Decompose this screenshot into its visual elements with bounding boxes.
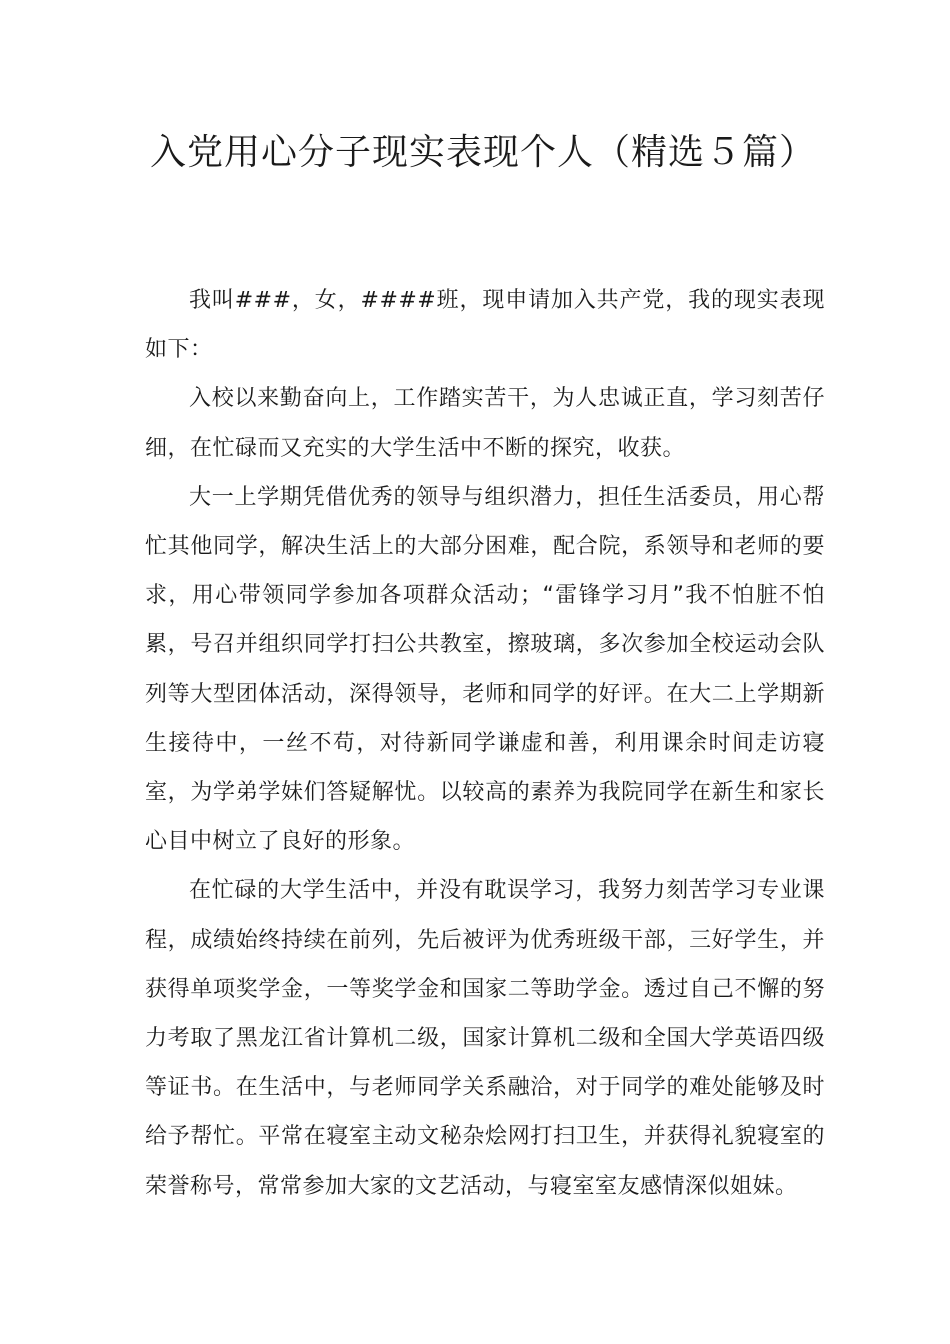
paragraph-study-attitude: 入校以来勤奋向上，工作踏实苦干，为人忠诚正直，学习刻苦仔细，在忙碌而又充实的大学生活中不断的探究，收获。 [145,386,825,461]
document-body [145,276,825,1211]
paragraph-leadership: 大一上学期凭借优秀的领导与组织潜力，担任生活委员，用心帮忙其他同学，解决生活上的大部分困难，配合院，系领导和老师的要求，用心带领同学参加各项群众活动；“雷锋学习月”我不怕脏不怕累，号召并组织同学打扫公共教室，擦玻璃，多次参加全校运动会队列等大型团体活动，深得领导，老师和同学的好评。在大二上学期新生接待中，一丝不苟，对待新同学谦虚和善，利用课余时间走访寝室，为学弟学妹们答疑解忧。以较高的素养为我院同学在新生和家长心目中树立了良好的形象。 [145,484,825,855]
document-title: 入党用心分子现实表现个人（精选５篇） [150,132,817,173]
paragraph-academics: 在忙碌的大学生活中，并没有耽误学习，我努力刻苦学习专业课程，成绩始终持续在前列，先后被评为优秀班级干部，三好学生，并获得单项奖学金，一等奖学金和国家二等助学金。透过自己不懈的努力考取了黑龙江省计算机二级，国家计算机二级和全国大学英语四级等证书。在生活中，与老师同学关系融洽，对于同学的难处能够及时给予帮忙。平常在寝室主动文秘杂烩网打扫卫生，并获得礼貌寝室的荣誉称号，常常参加大家的文艺活动，与寝室室友感情深似姐妹。 [145,878,825,1199]
paragraph-intro: 我叫###，女，####班，现申请加入共产党，我的现实表现如下： [145,288,825,363]
